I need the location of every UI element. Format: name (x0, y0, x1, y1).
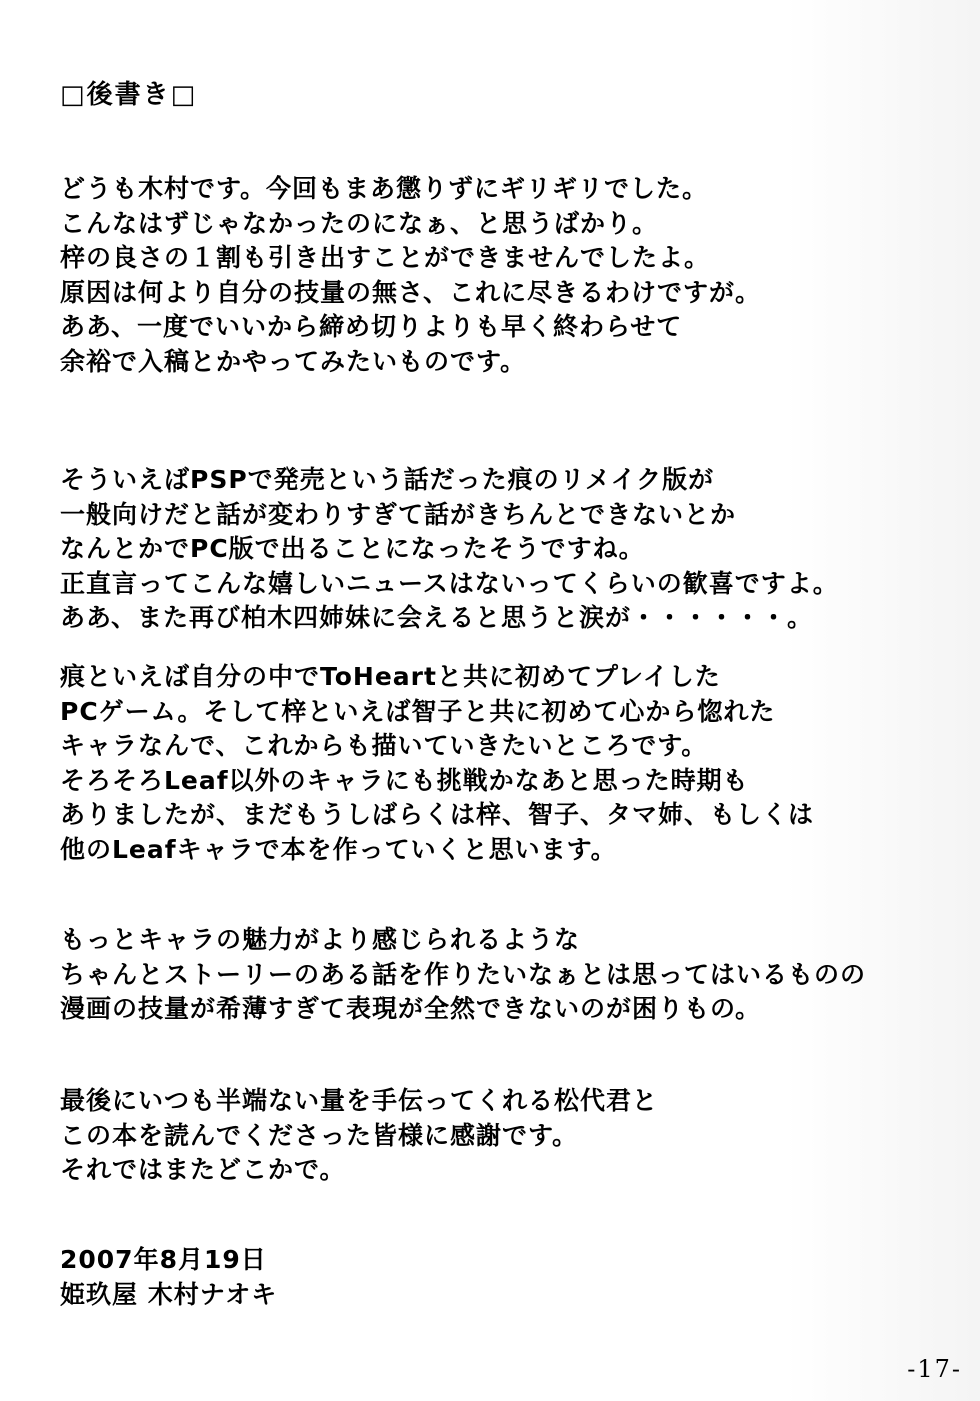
text-line: そういえばPSPで発売という話だった痕のリメイク版が (60, 465, 715, 494)
text-line: ああ、一度でいいから締め切りよりも早く終わらせて (60, 312, 683, 341)
text-line: そろそろLeaf以外のキャラにも挑戦かなあと思った時期も (60, 765, 749, 795)
text-line: 余裕で入稿とかやってみたいものです。 (60, 346, 527, 376)
text-line: なんとかでPC版で出ることになったそうですね。 (60, 534, 645, 563)
text-line: 正直言ってこんな嬉しいニュースはないってくらいの歓喜ですよ。 (60, 568, 839, 598)
text-line: こんなはずじゃなかったのになぁ、と思うばかり。 (60, 208, 659, 238)
text-line: もっとキャラの魅力がより感じられるような (60, 925, 581, 954)
text-line: 痕といえば自分の中でToHeartと共に初めてプレイした (60, 662, 721, 691)
text-line: ありましたが、まだもうしばらくは梓、智子、タマ姉、もしくは (60, 800, 815, 829)
paragraph-remake-news (60, 463, 839, 636)
text-line: 一般向けだと話が変わりすぎて話がきちんとできないとか (60, 499, 737, 529)
text-line: キャラなんで、これからも描いていきたいところです。 (60, 731, 708, 760)
text-line: ああ、また再び柏木四姉妹に会えると思うと涙が・・・・・・。 (60, 603, 814, 632)
afterword-heading: □後書き□ (60, 80, 198, 110)
page-number: -17- (907, 1355, 962, 1383)
text-line: この本を読んでくださった皆様に感謝です。 (60, 1120, 579, 1150)
text-line: 梓の良さの１割も引き出すことができませんでしたよ。 (60, 243, 711, 272)
text-line: 最後にいつも半端ない量を手伝ってくれる松代君と (60, 1086, 659, 1115)
text-line: ちゃんとストーリーのある話を作りたいなぁとは思ってはいるものの (60, 959, 867, 989)
paragraph-story (60, 923, 866, 1027)
text-line: どうも木村です。今回もまあ懲りずにギリギリでした。 (60, 174, 709, 203)
paragraph-characters (60, 660, 814, 867)
signature-block (60, 1243, 277, 1312)
text-line: それではまたどこかで。 (60, 1155, 346, 1184)
date-line: 2007年8月19日 (60, 1245, 267, 1274)
author-line: 姫玖屋 木村ナオキ (60, 1279, 278, 1309)
paragraph-intro (60, 172, 761, 379)
text-line: 漫画の技量が希薄すぎて表現が全然できないのが困りもの。 (60, 994, 762, 1023)
text-line: 他のLeafキャラで本を作っていくと思います。 (60, 834, 617, 864)
text-line: PCゲーム。そして梓といえば智子と共に初めて心から惚れた (60, 696, 776, 726)
text-line: 原因は何より自分の技量の無さ、これに尽きるわけですが。 (60, 277, 762, 307)
paragraph-thanks (60, 1084, 658, 1188)
